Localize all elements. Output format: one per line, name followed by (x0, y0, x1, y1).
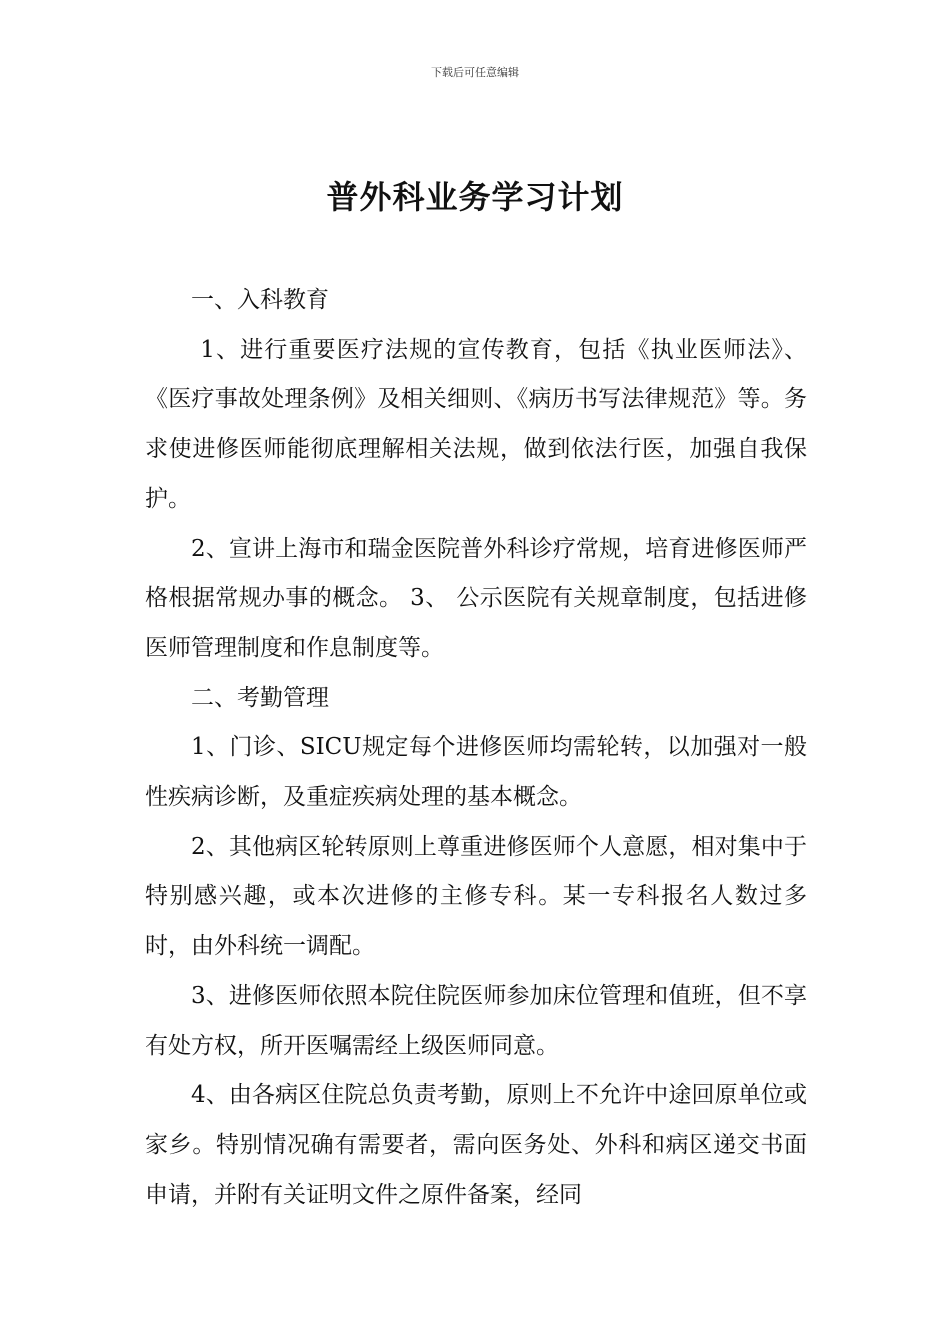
page-header: 下载后可任意编辑 (431, 66, 519, 79)
paragraph: 1、门诊、SICU规定每个进修医师均需轮转，以加强对一般性疾病诊断，及重症疾病处理的基本概念。 (145, 734, 807, 811)
paragraph: 4、由各病区住院总负责考勤，原则上不允许中途回原单位或家乡。特别情况确有需要者，需向医务处、外科和病区递交书面申请，并附有关证明文件之原件备案，经同 (145, 1082, 807, 1208)
paragraph: 1、进行重要医疗法规的宣传教育，包括《执业医师法》、《医疗事故处理条例》及相关细则、《病历书写法律规范》等。务求使进修医师能彻底理解相关法规，做到依法行医，加强自我保护。 (145, 336, 807, 512)
document-body (145, 276, 807, 1220)
document-title: 普外科业务学习计划 (326, 178, 624, 216)
paragraph: 2、宣讲上海市和瑞金医院普外科诊疗常规，培育进修医师严格根据常规办事的概念。 3、 公示医院有关规章制度，包括进修医师管理制度和作息制度等。 (145, 535, 807, 661)
paragraph: 2、其他病区轮转原则上尊重进修医师个人意愿，相对集中于特别感兴趣，或本次进修的主修专科。某一专科报名人数过多时，由外科统一调配。 (145, 833, 807, 960)
section-heading-2: 二、考勤管理 (191, 684, 329, 711)
paragraph: 3、进修医师依照本院住院医师参加床位管理和值班，但不享有处方权，所开医嘱需经上级医师同意。 (145, 982, 807, 1059)
section-heading-1: 一、入科教育 (191, 287, 329, 313)
